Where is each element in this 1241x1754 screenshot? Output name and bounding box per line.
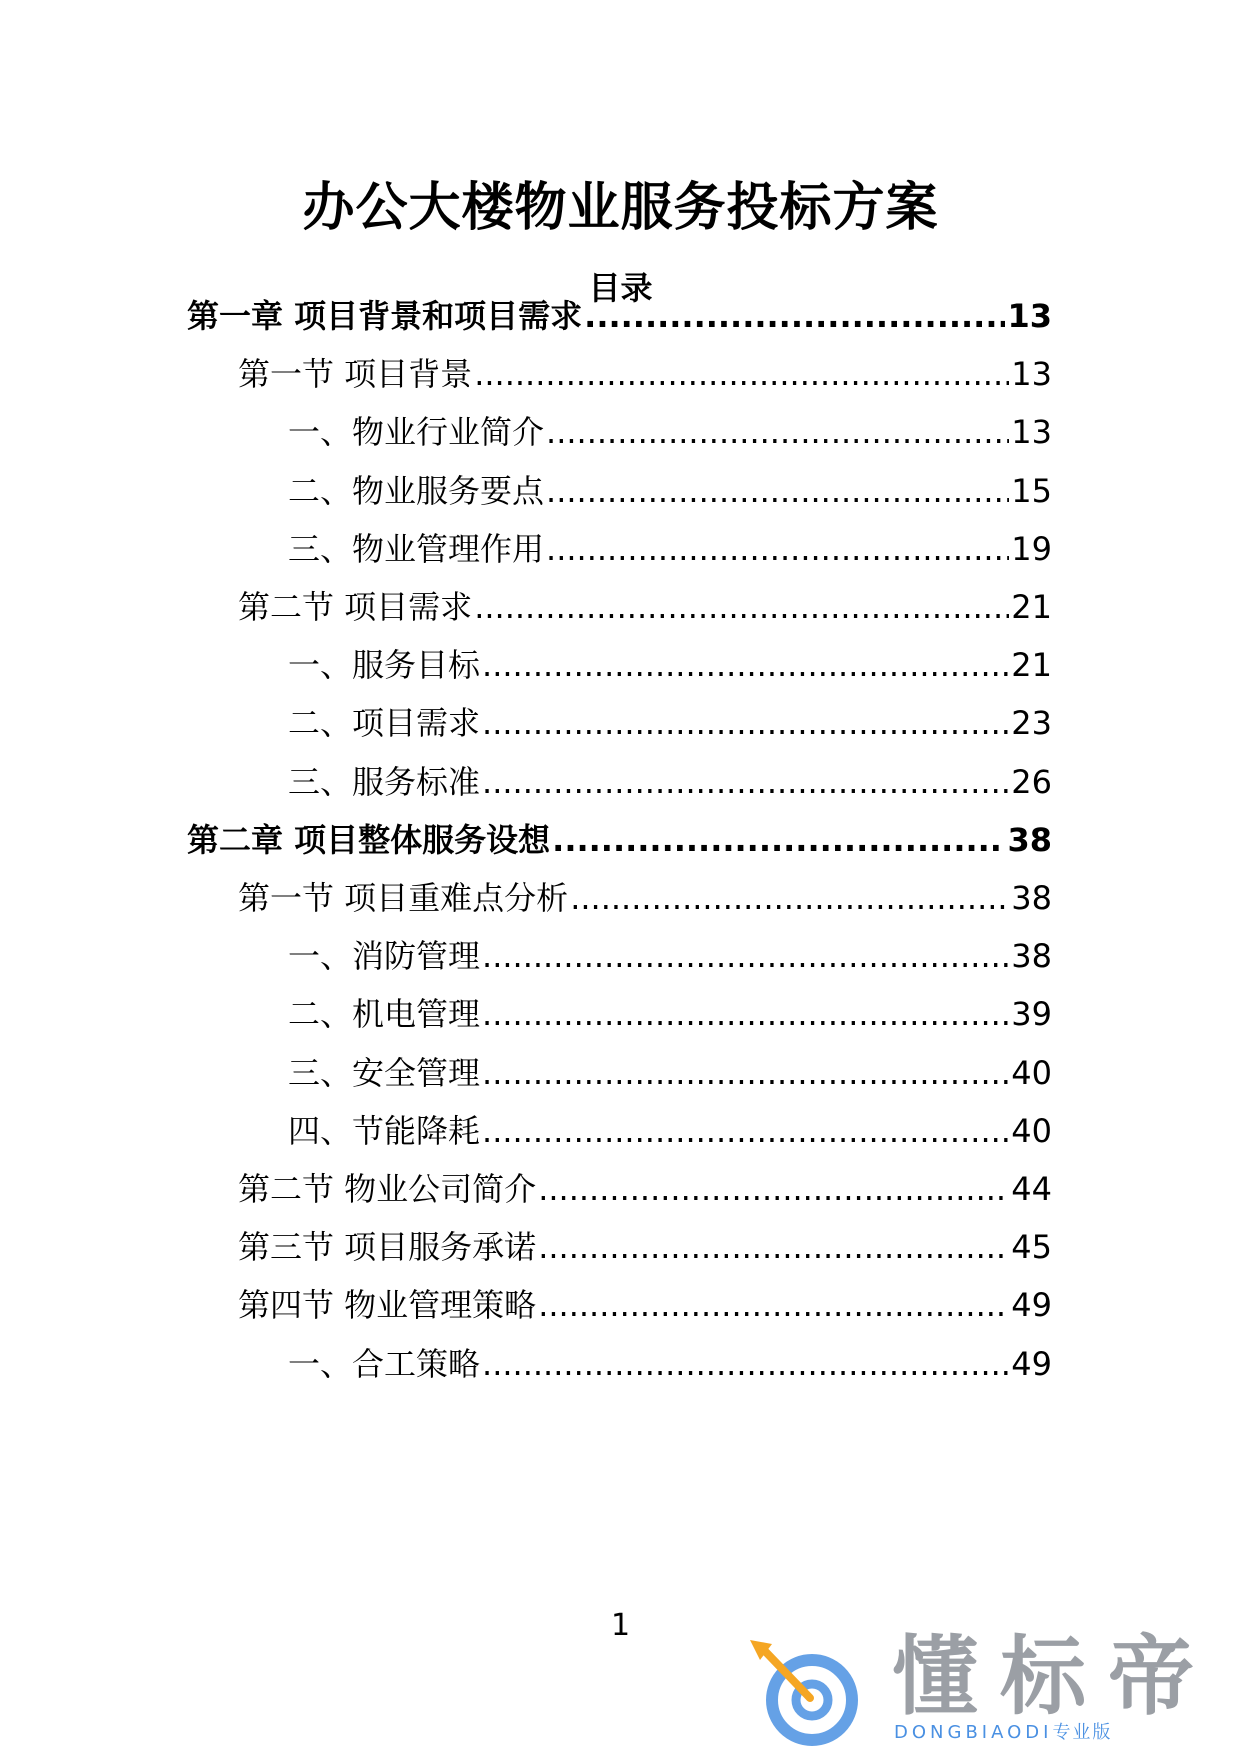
toc-entry-level-2[interactable] <box>238 1169 1052 1209</box>
toc-entry-title: 二、机电管理 <box>288 995 481 1033</box>
toc-dot-leader <box>474 354 1009 394</box>
toc-entry-level-3[interactable] <box>288 412 1052 452</box>
toc-entry-level-3[interactable] <box>288 1053 1052 1093</box>
toc-entry-title: 二、项目需求 <box>288 704 481 742</box>
toc-entry-level-3[interactable] <box>288 1111 1052 1151</box>
toc-dot-leader <box>482 1053 1009 1093</box>
toc-dot-leader <box>474 587 1009 627</box>
toc-dot-leader <box>482 936 1009 976</box>
toc-dot-leader <box>570 878 1009 918</box>
toc-entry-level-3[interactable] <box>288 471 1052 511</box>
toc-heading: 目录 <box>588 269 653 307</box>
toc-entry-page-number: 13 <box>1007 297 1052 335</box>
watermark-badge: 专业版 <box>1052 1722 1113 1743</box>
toc-dot-leader <box>482 762 1009 802</box>
toc-entry-page-number: 45 <box>1011 1228 1052 1266</box>
toc-entry-title: 二、物业服务要点 <box>288 472 545 510</box>
toc-entry-page-number: 19 <box>1011 530 1052 568</box>
toc-entry-title: 第一节 项目背景 <box>238 355 473 393</box>
toc-entry-level-2[interactable] <box>238 878 1052 918</box>
toc-entry-title: 一、服务目标 <box>288 646 481 684</box>
toc-entry-title: 第二章 项目整体服务设想 <box>187 821 551 859</box>
toc-dot-leader <box>546 412 1009 452</box>
toc-entry-title: 第一章 项目背景和项目需求 <box>187 297 583 335</box>
toc-entry-page-number: 49 <box>1011 1286 1052 1324</box>
toc-entry-title: 一、合工策略 <box>288 1345 481 1383</box>
toc-entry-page-number: 26 <box>1011 763 1052 801</box>
toc-dot-leader <box>538 1169 1009 1209</box>
toc-entry-title: 一、消防管理 <box>288 937 481 975</box>
toc-entry-level-2[interactable] <box>238 354 1052 394</box>
toc-dot-leader <box>546 529 1009 569</box>
document-title: 办公大楼物业服务投标方案 <box>302 178 939 238</box>
toc-entry-level-1[interactable] <box>187 820 1052 860</box>
toc-entry-page-number: 49 <box>1011 1345 1052 1383</box>
watermark-subtitle <box>894 1722 1112 1744</box>
toc-entry-page-number: 15 <box>1011 472 1052 510</box>
toc-entry-level-1[interactable] <box>187 296 1052 336</box>
toc-dot-leader <box>538 1285 1009 1325</box>
toc-dot-leader <box>546 471 1009 511</box>
toc-dot-leader <box>584 296 1005 336</box>
toc-entry-page-number: 38 <box>1011 937 1052 975</box>
toc-dot-leader <box>552 820 1005 860</box>
toc-entry-title: 第一节 项目重难点分析 <box>238 879 569 917</box>
toc-entry-title: 三、服务标准 <box>288 763 481 801</box>
toc-entry-page-number: 39 <box>1011 995 1052 1033</box>
watermark-pinyin: DONGBIAODI <box>894 1722 1053 1743</box>
toc-entry-level-3[interactable] <box>288 762 1052 802</box>
toc-entry-page-number: 21 <box>1011 646 1052 684</box>
toc-entry-page-number: 23 <box>1011 704 1052 742</box>
toc-entry-title: 四、节能降耗 <box>288 1112 481 1150</box>
toc-entry-title: 三、物业管理作用 <box>288 530 545 568</box>
toc-entry-title: 一、物业行业简介 <box>288 413 545 451</box>
toc-entry-title: 第四节 物业管理策略 <box>238 1286 537 1324</box>
toc-dot-leader <box>538 1227 1009 1267</box>
toc-entry-level-2[interactable] <box>238 1227 1052 1267</box>
toc-entry-level-3[interactable] <box>288 994 1052 1034</box>
toc-entry-title: 三、安全管理 <box>288 1054 481 1092</box>
toc-entry-level-2[interactable] <box>238 587 1052 627</box>
watermark <box>742 1627 1222 1748</box>
toc-entry-page-number: 40 <box>1011 1054 1052 1092</box>
page-number: 1 <box>610 1608 631 1643</box>
toc-entry-level-2[interactable] <box>238 1285 1052 1325</box>
toc-entry-page-number: 13 <box>1011 355 1052 393</box>
toc-entry-level-3[interactable] <box>288 1344 1052 1384</box>
toc-dot-leader <box>482 1344 1009 1384</box>
toc-entry-page-number: 44 <box>1011 1170 1052 1208</box>
toc-entry-title: 第二节 项目需求 <box>238 588 473 626</box>
toc-dot-leader <box>482 645 1009 685</box>
toc-entry-level-3[interactable] <box>288 645 1052 685</box>
watermark-brand-name: 懂标帝 <box>892 1627 1216 1727</box>
toc-entry-level-3[interactable] <box>288 703 1052 743</box>
toc-entry-page-number: 38 <box>1007 821 1052 859</box>
toc-dot-leader <box>482 994 1009 1034</box>
toc-dot-leader <box>482 1111 1009 1151</box>
toc-dot-leader <box>482 703 1009 743</box>
toc-entry-level-3[interactable] <box>288 529 1052 569</box>
toc-entry-title: 第二节 物业公司简介 <box>238 1170 537 1208</box>
toc-entry-level-3[interactable] <box>288 936 1052 976</box>
toc-entry-page-number: 21 <box>1011 588 1052 626</box>
toc-entry-title: 第三节 项目服务承诺 <box>238 1228 537 1266</box>
target-arrow-icon <box>742 1630 870 1748</box>
toc-entry-page-number: 13 <box>1011 413 1052 451</box>
toc-entry-page-number: 40 <box>1011 1112 1052 1150</box>
toc-entry-page-number: 38 <box>1011 879 1052 917</box>
